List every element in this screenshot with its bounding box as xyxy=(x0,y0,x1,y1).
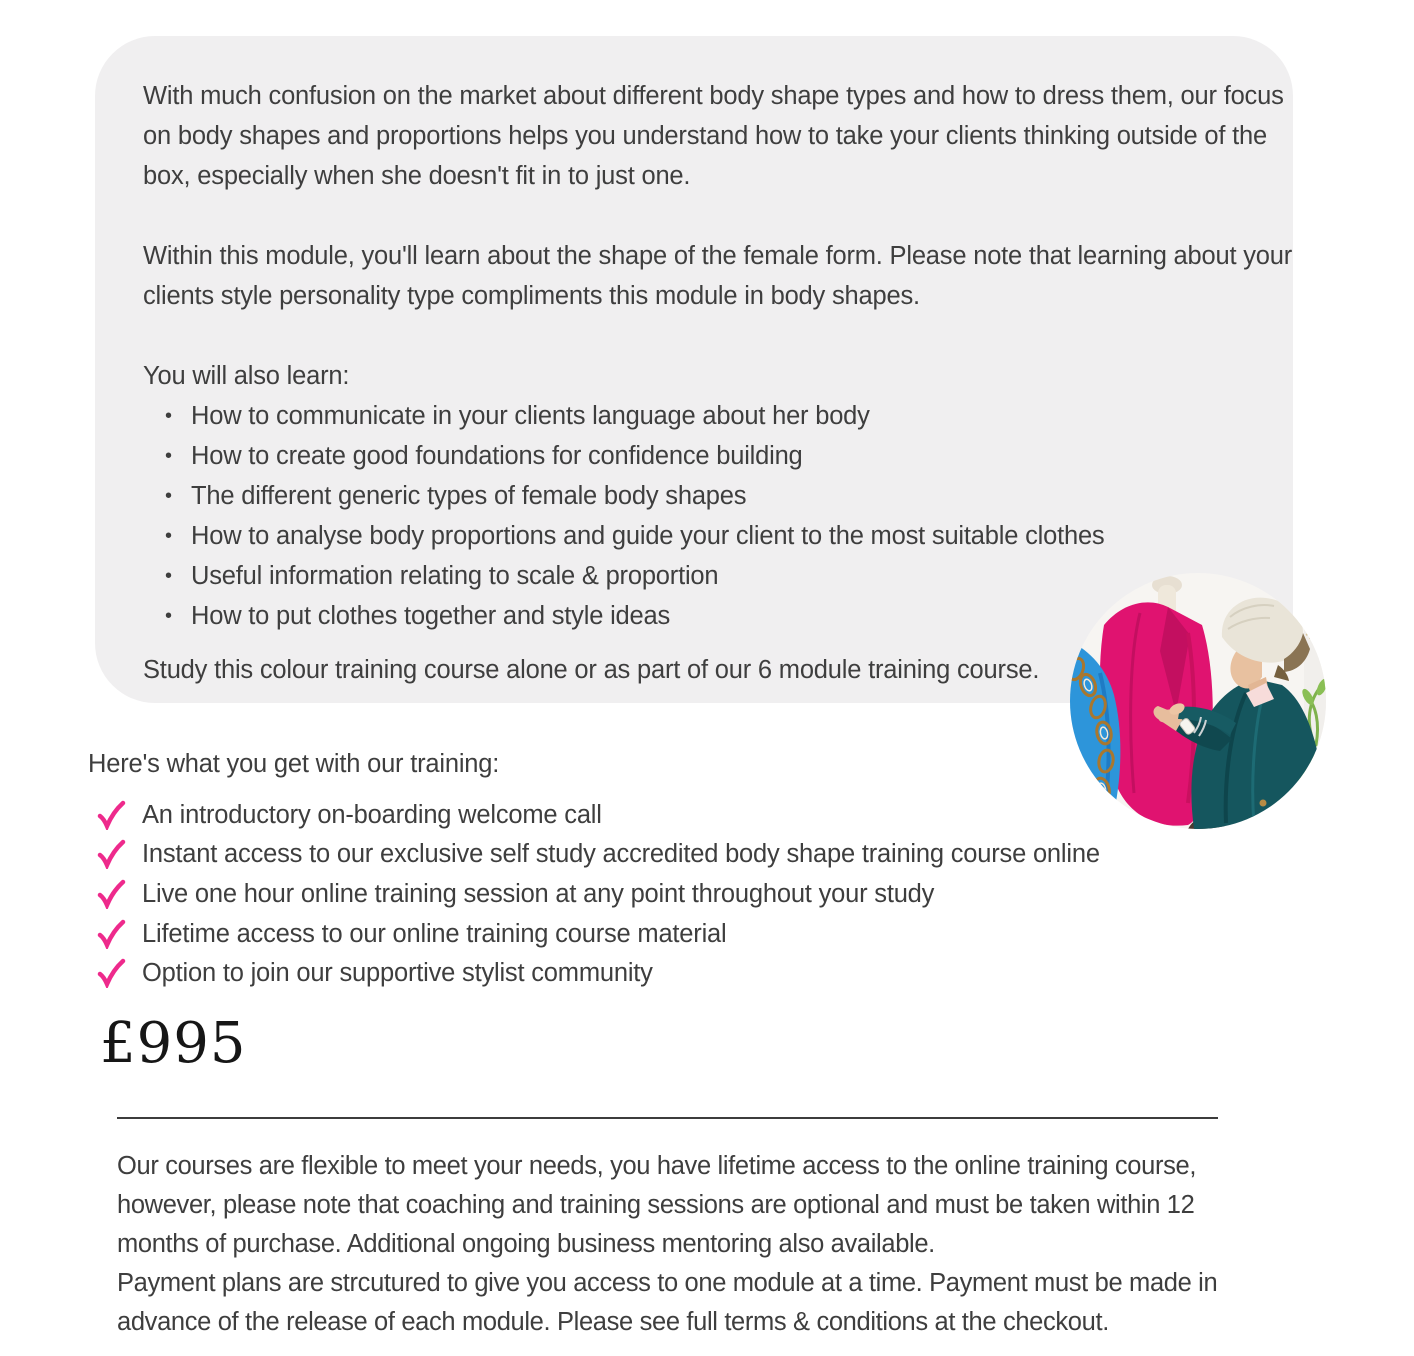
pink-check-icon xyxy=(96,839,126,869)
stylist-photo xyxy=(1070,573,1326,829)
benefit-label: Option to join our supportive stylist community xyxy=(142,959,653,988)
intro-paragraph-1: With much confusion on the market about different body shape types and how to dress them, our focus on body shapes and proportions helps you understand how to take your clients thinking outside of the box, especially when she doesn't fit in to just one. xyxy=(143,82,1284,190)
benefit-item xyxy=(96,795,1100,835)
benefits-list xyxy=(88,795,1100,993)
terms-paragraph-2: Payment plans are strcutured to give you access to one module at a time. Payment must be made in advance of the release of each module. Please see full terms & conditions at the checkout. xyxy=(117,1269,1218,1336)
list-item: • How to put clothes together and style ideas xyxy=(163,596,1291,636)
pink-check-icon xyxy=(96,800,126,830)
list-item: • How to communicate in your clients language about her body xyxy=(163,396,1291,436)
benefit-label: Live one hour online training session at any point throughout your study xyxy=(142,879,935,908)
list-item: • How to create good foundations for confidence building xyxy=(163,436,1291,476)
terms-paragraph-1: Our courses are flexible to meet your needs, you have lifetime access to the online training course, however, please note that coaching and training sessions are optional and must be taken within 12 months of purchase. Additional ongoing business mentoring also available. xyxy=(117,1152,1197,1258)
pink-check-icon xyxy=(96,879,126,909)
price-amount: £995 xyxy=(100,1011,247,1076)
benefit-label: An introductory on-boarding welcome call xyxy=(142,800,602,829)
pink-check-icon xyxy=(96,919,126,949)
intro-paragraph-2: Within this module, you'll learn about the shape of the female form. Please note that learning about your clients style personality type compliments this module in body shapes. xyxy=(143,242,1293,310)
benefit-label: Instant access to our exclusive self study accredited body shape training course online xyxy=(142,840,1100,869)
divider-line xyxy=(117,1117,1218,1119)
list-item: • Useful information relating to scale & proportion xyxy=(163,556,1291,596)
list-item: • The different generic types of female body shapes xyxy=(163,476,1291,516)
list-item: • How to analyse body proportions and guide your client to the most suitable clothes xyxy=(163,516,1291,556)
benefit-item xyxy=(96,874,1100,914)
benefit-label: Lifetime access to our online training course material xyxy=(142,919,727,948)
benefits-heading: Here's what you get with our training: xyxy=(88,750,500,778)
benefit-item xyxy=(96,914,1100,954)
benefit-item xyxy=(96,835,1100,875)
learn-heading: You will also learn: xyxy=(143,362,350,390)
terms-text xyxy=(117,1147,1282,1342)
closing-line: Study this colour training course alone or as part of our 6 module training course. xyxy=(143,656,1040,684)
benefit-item xyxy=(96,953,1100,993)
training-benefits xyxy=(88,744,1100,993)
pink-check-icon xyxy=(96,958,126,988)
